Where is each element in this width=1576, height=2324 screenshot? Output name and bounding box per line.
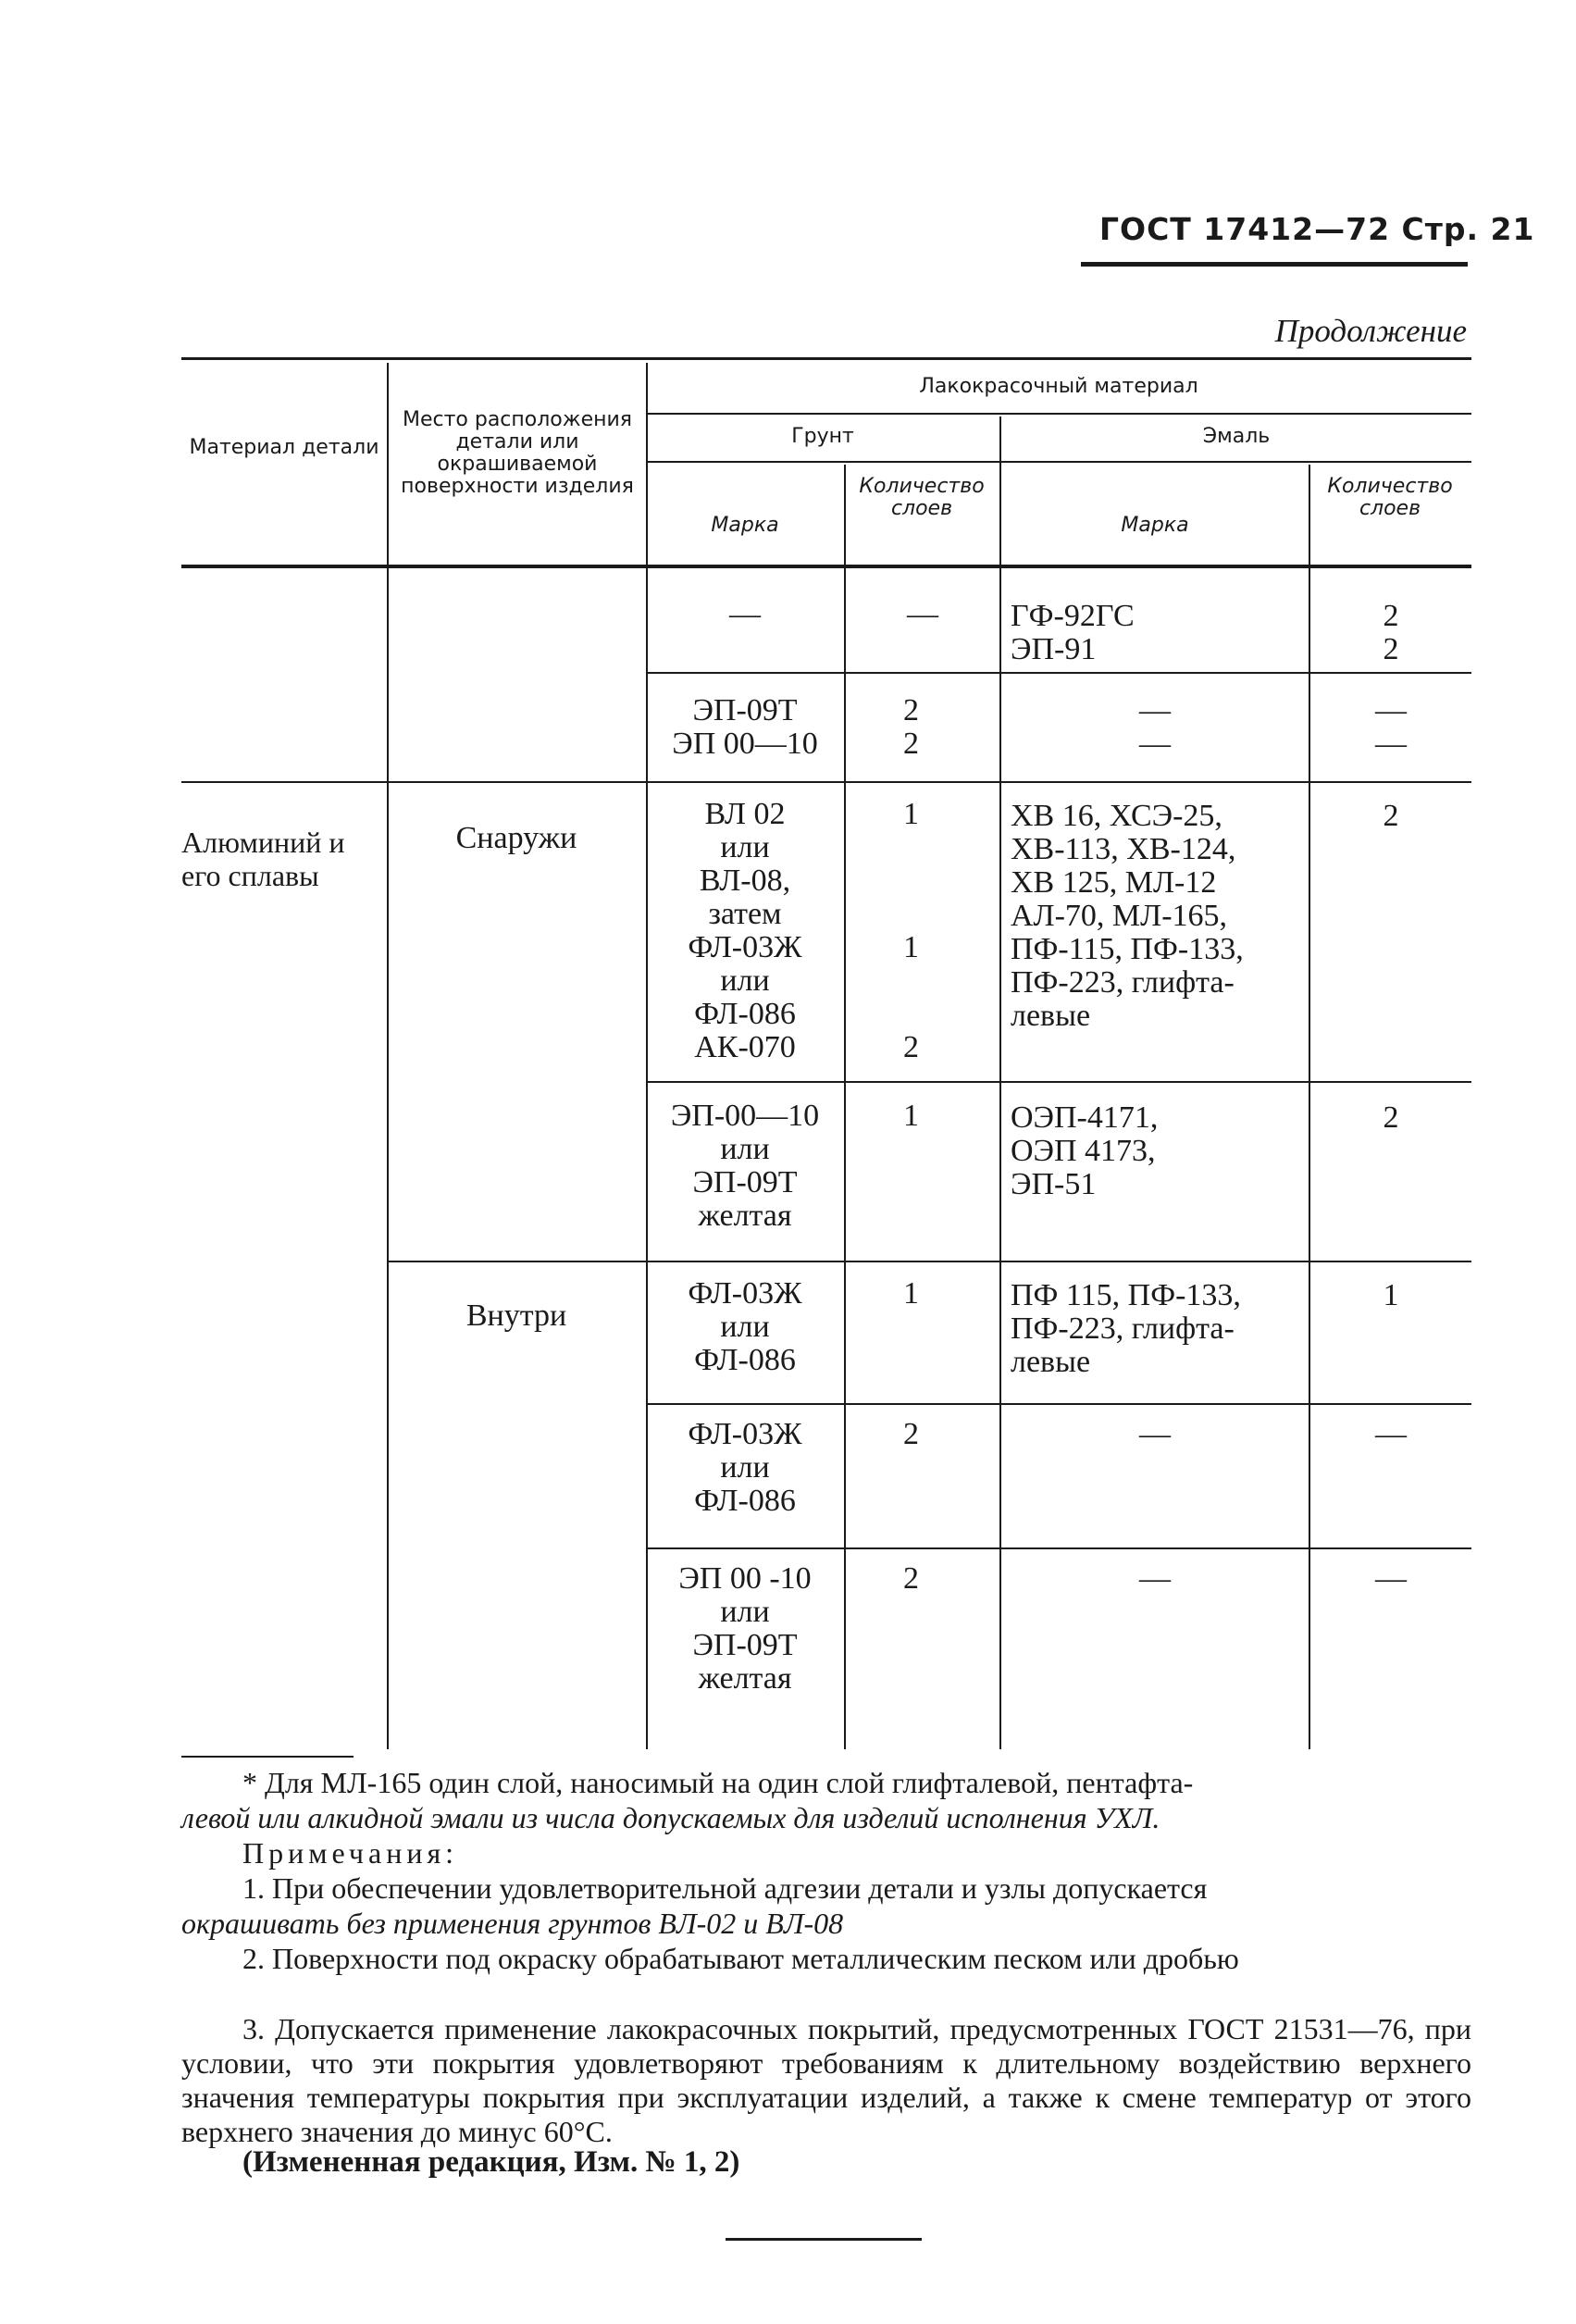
- continuation-label: Продолжение: [1274, 313, 1467, 349]
- header-paint-material: Лакокрасочный материал: [919, 375, 1198, 398]
- header-enamel-layers: Количество слоев: [1327, 475, 1453, 520]
- row-rule-3: [646, 1081, 1471, 1083]
- location-outside-cell: Снаружи: [455, 821, 577, 855]
- row-rule-5: [646, 1403, 1471, 1405]
- rule-under-paint-material: [646, 413, 1471, 415]
- header-material: Материал детали: [189, 436, 379, 459]
- table-row-4-primer-layers: 1: [903, 1099, 919, 1133]
- table-row-1-primer-layers: —: [907, 597, 938, 631]
- table-row-6-enamel-layers: —: [1375, 1417, 1407, 1451]
- row-rule-1: [646, 672, 1471, 674]
- notes-title: Примечания:: [242, 1836, 459, 1870]
- table-row-3-enamel-layers: 2: [1383, 799, 1399, 833]
- table-row-7-enamel-layers: —: [1375, 1561, 1407, 1596]
- material-cell: Алюминий и его сплавы: [181, 826, 345, 892]
- col-rule-1: [387, 363, 389, 1749]
- table-row-4-enamel-layers: 2: [1383, 1100, 1399, 1135]
- table-row-2-primer-layers: 2 2: [903, 693, 919, 761]
- table-row-2-primer: ЭП-09Т ЭП 00—10: [672, 693, 818, 761]
- coating-table: [181, 357, 1471, 1749]
- footnote-line-1: * Для МЛ-165 один слой, наносимый на один слой глифталевой, пентафта-: [242, 1766, 1194, 1799]
- amendment-note: (Измененная редакция, Изм. № 1, 2): [242, 2145, 740, 2179]
- note-2: 2. Поверхности под окраску обрабатывают металлическим песком или дробью: [242, 1942, 1239, 1975]
- location-inside-cell: Внутри: [465, 1299, 567, 1333]
- table-row-5-enamel-layers: 1: [1383, 1278, 1399, 1312]
- header-rule: [1081, 262, 1468, 267]
- header-enamel-brand: Марка: [1121, 514, 1189, 537]
- header-bottom-rule: [181, 565, 1471, 568]
- note-1-line-1: 1. При обеспечении удовлетворительной адгезии детали и узлы допускается: [242, 1871, 1208, 1905]
- table-row-5-primer-layers: 1: [903, 1276, 919, 1311]
- page-header: ГОСТ 17412—72 Стр. 21: [1099, 211, 1535, 247]
- table-row-7-primer: ЭП 00 -10 или ЭП-09Т желтая: [678, 1561, 812, 1696]
- table-row-1-primer: —: [729, 597, 761, 631]
- table-row-4-enamel: ОЭП-4171, ОЭП 4173, ЭП-51: [1011, 1100, 1159, 1201]
- table-row-3-primer-layers: 1 1 2: [903, 797, 919, 1064]
- rule-under-primer-enamel: [646, 461, 1471, 463]
- header-primer-brand: Марка: [711, 514, 779, 537]
- table-row-2-enamel-layers: — —: [1375, 693, 1407, 761]
- header-enamel: Эмаль: [1202, 425, 1271, 448]
- table-row-6-primer-layers: 2: [903, 1417, 919, 1451]
- table-top-rule: [181, 357, 1471, 360]
- header-primer-layers: Количество слоев: [859, 475, 985, 520]
- row-rule-6: [646, 1547, 1471, 1549]
- table-row-1-enamel-layers: 2 2: [1383, 599, 1399, 666]
- col-rule-3: [844, 465, 846, 1749]
- bottom-rule: [726, 2238, 922, 2241]
- row-rule-2: [181, 781, 1471, 783]
- note-3: 3. Допускается применение лакокрасочных покрытий, предусмотренных ГОСТ 21531—76, при условии, что эти покрытия удовлетворяют требованиям к длительному воздействию верхнего значения температуры покрытия при эксплуатации изделий, а также к смене температур от этого верхнего значения до минус 60°С.: [181, 2012, 1471, 2148]
- table-row-7-primer-layers: 2: [903, 1561, 919, 1596]
- footnote-line-2: левой или алкидной эмали из числа допускаемых для изделий исполнения УХЛ.: [181, 1801, 1160, 1834]
- table-row-5-enamel: ПФ 115, ПФ-133, ПФ-223, глифта- левые: [1011, 1278, 1241, 1379]
- table-row-6-primer: ФЛ-03Ж или ФЛ-086: [688, 1417, 802, 1518]
- table-row-3-enamel: ХВ 16, ХСЭ-25, ХВ-113, ХВ-124, ХВ 125, МЛ-12 АЛ-70, МЛ-165, ПФ-115, ПФ-133, ПФ-223, глифта- левые: [1011, 799, 1244, 1033]
- table-row-2-enamel: — —: [1139, 693, 1171, 761]
- row-rule-4: [387, 1261, 1471, 1262]
- table-row-7-enamel: —: [1139, 1561, 1171, 1596]
- table-row-4-primer: ЭП-00—10 или ЭП-09Т желтая: [670, 1099, 820, 1233]
- header-location: Место расположения детали или окрашиваемой поверхности изделия: [401, 408, 634, 498]
- table-row-5-primer: ФЛ-03Ж или ФЛ-086: [688, 1276, 802, 1377]
- table-row-3-primer: ВЛ 02 или ВЛ-08, затем ФЛ-03Ж или ФЛ-086 АК-070: [688, 797, 802, 1064]
- col-rule-4: [999, 416, 1001, 1749]
- table-row-6-enamel: —: [1139, 1417, 1171, 1451]
- note-1-line-2: окрашивать без применения грунтов ВЛ-02 и ВЛ-08: [181, 1907, 844, 1940]
- table-row-1-enamel: ГФ-92ГС ЭП-91: [1011, 599, 1135, 666]
- header-primer: Грунт: [791, 425, 854, 448]
- footnote-rule: [181, 1756, 354, 1758]
